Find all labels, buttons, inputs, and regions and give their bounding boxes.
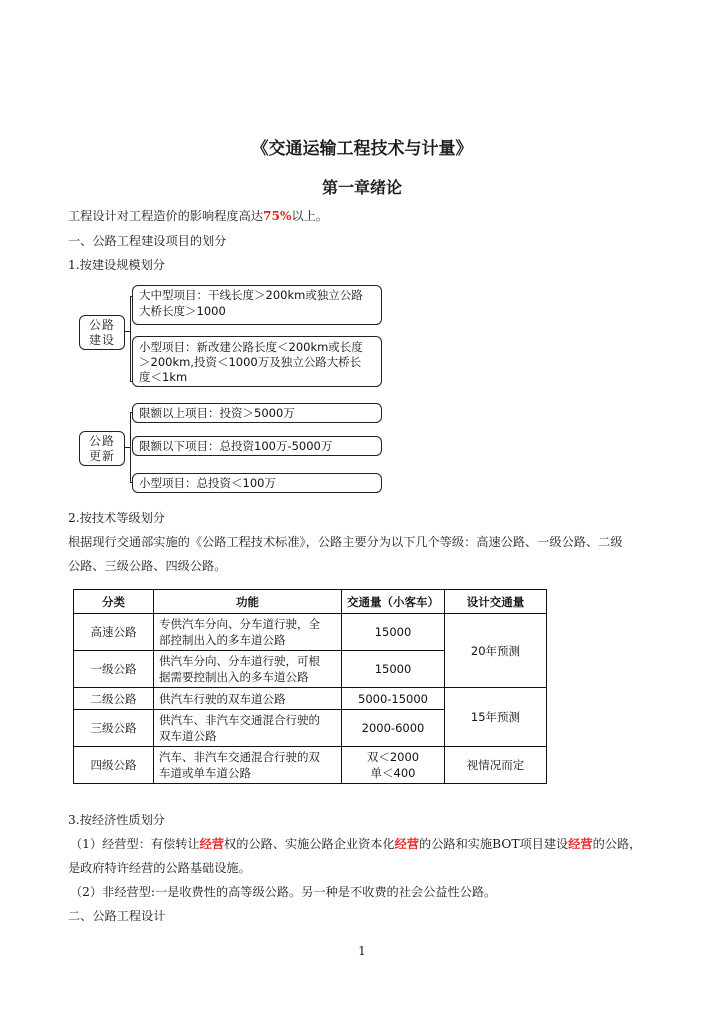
- func-line: 供汽车分向、分车道行驶，可根: [159, 654, 320, 668]
- technical-paragraph-line1: 根据现行交通部实施的《公路工程技术标准》，公路主要分为以下几个等级：高速公路、一级公路、二级: [68, 535, 623, 549]
- road-grade-table: [73, 589, 547, 784]
- root-line: 更新: [88, 449, 115, 463]
- op-keyword: 经营: [568, 837, 593, 851]
- cell-volume: 15000: [342, 651, 445, 688]
- construction-root-box: [79, 315, 125, 350]
- cell-function: [154, 614, 342, 651]
- header-class: 分类: [74, 590, 154, 614]
- technical-paragraph-line2: 公路、三级公路、四级公路。: [68, 559, 227, 573]
- root-line: 建设: [88, 333, 115, 347]
- table-row: [74, 688, 547, 710]
- func-line: 专供汽车分向、分车道行驶，全: [159, 617, 320, 631]
- intro-text: 工程设计对工程造价的影响程度高达: [68, 209, 263, 223]
- op-text: （1）经营型：有偿转让: [70, 837, 200, 851]
- operating-paragraph-line2: 是政府特许经营的公路基础设施。: [68, 861, 251, 875]
- page-number: 1: [358, 944, 366, 958]
- header-function: 功能: [154, 590, 342, 614]
- op-text: 的公路，: [592, 837, 642, 851]
- op-text: 权的公路、实施公路企业资本化: [224, 837, 395, 851]
- intro-percent: 75%: [263, 209, 292, 223]
- below-limit-box: 限额以下项目：总投资100万-5000万: [132, 436, 382, 456]
- subheading-technical: 2.按技术等级划分: [68, 511, 165, 525]
- func-line: 据需要控制出入的多车道公路: [159, 670, 309, 684]
- large-line: 大中型项目：干线长度＞200km或独立公路: [139, 288, 363, 302]
- renewal-root-box: [79, 431, 125, 466]
- small-line: ＞200km,投资＜1000万及独立公路大桥长: [139, 355, 362, 369]
- cell-design: 15年预测: [445, 688, 547, 747]
- cell-function: [154, 747, 342, 784]
- section-heading-1: 一、公路工程建设项目的划分: [68, 234, 227, 248]
- func-line: 车道或单车道公路: [159, 766, 251, 780]
- cell-class: 四级公路: [74, 747, 154, 784]
- cell-design: 视情况而定: [445, 747, 547, 784]
- cell-function: [154, 651, 342, 688]
- small-project-box: [132, 336, 382, 387]
- cell-function: [154, 710, 342, 747]
- func-line: 部控制出入的多车道公路: [159, 633, 286, 647]
- operating-paragraph: [70, 836, 641, 852]
- cell-function: 供汽车行驶的双车道公路: [154, 688, 342, 710]
- non-operating-paragraph: （2）非经营型:一是收费性的高等级公路。另一种是不收费的社会公益性公路。: [70, 885, 497, 899]
- above-limit-box: 限额以上项目：投资＞5000万: [132, 403, 382, 423]
- header-design: 设计交通量: [445, 590, 547, 614]
- cell-volume: 15000: [342, 614, 445, 651]
- op-keyword: 经营: [394, 837, 420, 851]
- cell-volume: [342, 747, 445, 784]
- section-heading-2: 二、公路工程设计: [68, 909, 166, 923]
- chapter-heading: 第一章绪论: [321, 178, 402, 197]
- func-line: 双车道公路: [159, 729, 217, 743]
- table-row: [74, 747, 547, 784]
- table-header-row: [74, 590, 547, 614]
- cell-design: 20年预测: [445, 614, 547, 688]
- intro-paragraph: [68, 208, 328, 224]
- cell-volume: 2000-6000: [342, 710, 445, 747]
- intro-suffix: 以上。: [291, 209, 329, 223]
- cell-volume: 5000-15000: [342, 688, 445, 710]
- volume-line: 单＜400: [370, 766, 416, 780]
- root-line: 公路: [88, 434, 115, 448]
- func-line: 供汽车、非汽车交通混合行驶的: [159, 713, 320, 727]
- subheading-economic: 3.按经济性质划分: [68, 813, 165, 827]
- header-volume: 交通量（小客车）: [342, 590, 445, 614]
- op-text: 的公路和实施BOT项目建设: [419, 837, 569, 851]
- cell-class: 一级公路: [74, 651, 154, 688]
- root-line: 公路: [88, 318, 115, 332]
- large-line: 大桥长度＞1000: [139, 303, 226, 318]
- small-renewal-box: 小型项目：总投资＜100万: [132, 473, 382, 493]
- func-line: 汽车、非汽车交通混合行驶的双: [159, 750, 320, 764]
- document-title: 《交通运输工程技术与计量》: [251, 139, 473, 159]
- table-row: [74, 614, 547, 651]
- cell-class: 高速公路: [74, 614, 154, 651]
- cell-class: 三级公路: [74, 710, 154, 747]
- volume-line: 双＜2000: [366, 750, 420, 764]
- subheading-scale: 1.按建设规模划分: [68, 258, 165, 272]
- large-project-box: [132, 285, 382, 325]
- small-line: 小型项目：新改建公路长度＜200km或长度: [139, 340, 363, 354]
- op-keyword: 经营: [199, 837, 225, 851]
- cell-class: 二级公路: [74, 688, 154, 710]
- small-line: 度＜1km: [139, 370, 188, 384]
